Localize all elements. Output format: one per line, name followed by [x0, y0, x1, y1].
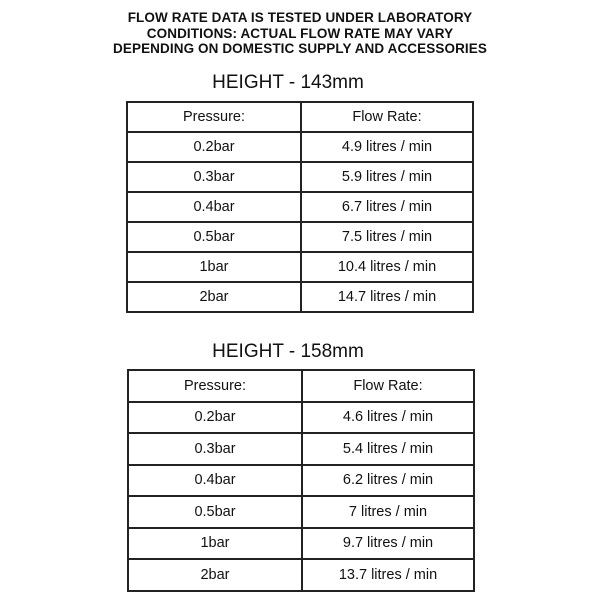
pressure-cell: 2bar [128, 559, 302, 591]
pressure-cell: 0.4bar [127, 192, 301, 222]
table-title-158mm: HEIGHT - 158mm [212, 341, 364, 362]
flow-rate-cell: 6.7 litres / min [301, 192, 473, 222]
table-row [128, 496, 474, 528]
flow-rate-header: Flow Rate: [302, 370, 474, 402]
pressure-cell: 0.2bar [128, 402, 302, 434]
pressure-cell: 2bar [127, 282, 301, 312]
pressure-header: Pressure: [128, 370, 302, 402]
notice-line-3: DEPENDING ON DOMESTIC SUPPLY AND ACCESSORIES [113, 41, 487, 56]
flow-rate-cell: 10.4 litres / min [301, 252, 473, 282]
table-row [128, 559, 474, 591]
table-title-143mm: HEIGHT - 143mm [212, 72, 364, 93]
flow-table-143mm [126, 101, 474, 313]
table-header-row [127, 102, 473, 132]
table-header-row [128, 370, 474, 402]
table-row [128, 433, 474, 465]
flow-rate-cell: 9.7 litres / min [302, 528, 474, 560]
pressure-cell: 0.2bar [127, 132, 301, 162]
table-row [128, 465, 474, 497]
table-row [127, 282, 473, 312]
pressure-header: Pressure: [127, 102, 301, 132]
flow-rate-cell: 14.7 litres / min [301, 282, 473, 312]
table-row [127, 132, 473, 162]
flow-table-158mm [127, 369, 475, 592]
table-row [128, 402, 474, 434]
table-row [127, 192, 473, 222]
pressure-cell: 0.5bar [128, 496, 302, 528]
flow-rate-cell: 7 litres / min [302, 496, 474, 528]
flow-rate-header: Flow Rate: [301, 102, 473, 132]
flow-rate-cell: 4.9 litres / min [301, 132, 473, 162]
notice-line-2: CONDITIONS: ACTUAL FLOW RATE MAY VARY [146, 25, 454, 41]
laboratory-notice [0, 10, 600, 57]
flow-rate-cell: 6.2 litres / min [302, 465, 474, 497]
table-row [127, 162, 473, 192]
pressure-cell: 1bar [128, 528, 302, 560]
flow-rate-cell: 7.5 litres / min [301, 222, 473, 252]
pressure-cell: 0.4bar [128, 465, 302, 497]
pressure-cell: 0.3bar [127, 162, 301, 192]
flow-rate-cell: 4.6 litres / min [302, 402, 474, 434]
notice-line-1: FLOW RATE DATA IS TESTED UNDER LABORATORY [127, 10, 473, 25]
pressure-cell: 0.3bar [128, 433, 302, 465]
pressure-cell: 0.5bar [127, 222, 301, 252]
table-row [128, 528, 474, 560]
flow-rate-cell: 5.9 litres / min [301, 162, 473, 192]
flow-rate-cell: 13.7 litres / min [302, 559, 474, 591]
table-row [127, 222, 473, 252]
table-row [127, 252, 473, 282]
pressure-cell: 1bar [127, 252, 301, 282]
flow-rate-cell: 5.4 litres / min [302, 433, 474, 465]
